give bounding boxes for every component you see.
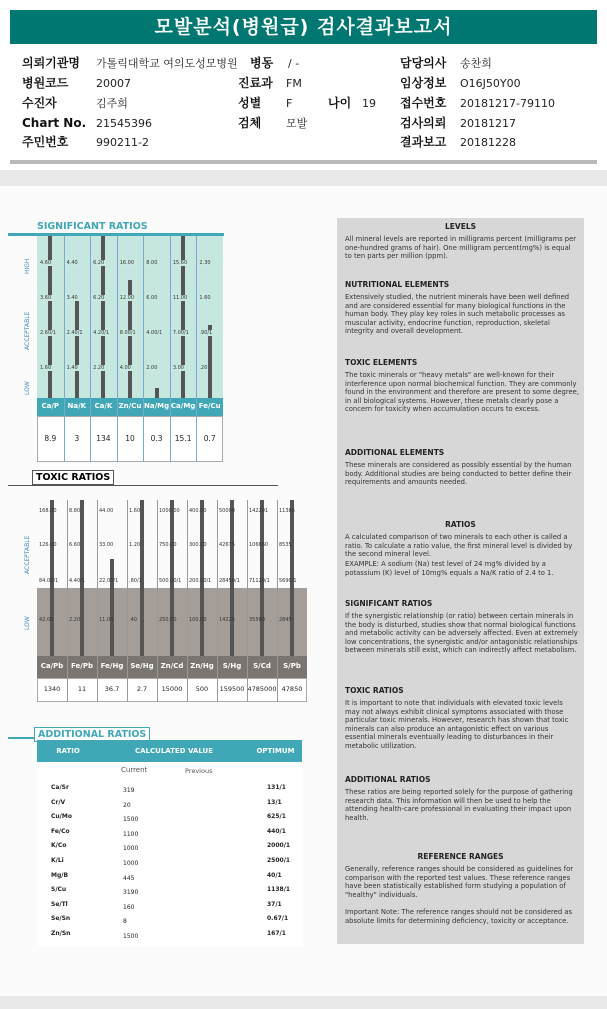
tox-ratios-heading: TOXIC RATIOS	[345, 686, 404, 695]
additional-elements-text: These minerals are considered as possibly essential by the human body. Additional studies are being conducted to better define their requirements and amounts needed.	[345, 461, 572, 487]
sig-tick: 1.40	[66, 365, 78, 371]
tox-col-divider	[187, 500, 188, 702]
tox-tick: 500.00/1	[159, 578, 182, 584]
toxic-elements-text: The toxic minerals or "heavy metals" are well-known for their interference upon normal biochemical function. They are commonly found in the environment and therefore are present to some degree, in all biological systems. However, these metals clearly pose a concern for toxicity when accumulation occurs to excess.	[345, 371, 580, 414]
add-ratio-current: 20	[123, 801, 131, 809]
hospital-code-label: 병원코드	[22, 76, 69, 90]
add-ratio-name: Ca/Sr	[51, 784, 69, 791]
tox-col-divider	[157, 500, 158, 702]
sig-tick: .90/1	[199, 330, 213, 336]
ref-note: Important Note: The reference ranges should not be considered as absolute limits for determining deficiency, toxicity or acceptance.	[345, 908, 573, 925]
sig-tick: 11.00	[172, 295, 188, 301]
receipt-label: 접수번호	[400, 96, 447, 110]
legend-panel	[337, 218, 584, 944]
patient-label: 수진자	[22, 96, 57, 110]
sig-tick: 8.00/1	[119, 330, 136, 336]
header-divider	[10, 160, 597, 164]
sig-cat-label: Ca/Mg	[170, 402, 196, 410]
tox-cat-label: Zn/Cd	[160, 662, 184, 670]
sig-bar-na-k	[75, 298, 79, 398]
doctor: 송찬희	[460, 57, 492, 70]
tox-tick: 50000	[219, 508, 235, 514]
add-ratio-name: Mg/B	[51, 871, 69, 879]
dept-label: 진료과	[238, 76, 273, 90]
tox-tick: 142201	[249, 508, 269, 514]
tox-tick: 200.00/1	[189, 578, 212, 584]
add-ratio-current: 160	[123, 903, 135, 911]
sig-tick: .20	[199, 365, 208, 371]
sig-zone-acceptable: ACCEPTABLE	[24, 311, 31, 350]
sig-tick: 2.60/1	[40, 330, 56, 336]
sig-bar-na-mg	[155, 388, 159, 398]
sig-value: 8.9	[44, 434, 57, 443]
tox-tick: 2.20	[69, 617, 81, 623]
add-ratio-opt: 440/1	[267, 827, 286, 835]
request-date: 20181217	[460, 117, 516, 130]
col-opt: OPTIMUM	[249, 740, 302, 762]
sig-cat-label: Ca/P	[41, 402, 60, 410]
sig-tick: 3.00	[172, 365, 184, 371]
tox-tick: 28450/1	[219, 578, 240, 584]
ratios-text: A calculated comparison of two minerals to each other is called a ratio. To calculate a ratio value, the first mineral level is divided by the second mineral level.	[345, 533, 573, 559]
significant-heading: SIGNIFICANT RATIOS	[34, 220, 151, 233]
age: 19	[362, 97, 376, 110]
tox-tick: 5690/1	[279, 578, 297, 584]
report-title: 모발분석(병원급) 검사결과보고서	[10, 10, 597, 44]
tox-tick: 33.00	[99, 542, 114, 548]
tox-tick: 126.00	[39, 542, 57, 548]
sig-col-divider	[64, 236, 65, 462]
clinical-label: 임상정보	[400, 76, 447, 90]
col-calc: CALCULATED VALUE	[99, 740, 249, 762]
report-date: 20181228	[460, 136, 516, 149]
add-ratio-name: S/Cu	[51, 886, 67, 894]
sig-tick: 6.00	[146, 295, 158, 301]
sig-cat-label: Fe/Cu	[198, 402, 221, 410]
requesting-org-label: 의뢰기관명	[22, 56, 80, 70]
ref-heading: REFERENCE RANGES	[417, 852, 504, 861]
tox-tick: 250.00	[159, 617, 177, 623]
col-current: Current	[121, 766, 148, 774]
sig-tick: 4.20/1	[93, 330, 110, 336]
tox-tick: 44.00	[99, 508, 114, 514]
header-row-5	[0, 133, 607, 152]
sig-tick: 2.30	[199, 260, 211, 266]
add-ratio-name: Se/Sn	[51, 915, 71, 923]
tox-cat-label: S/Pb	[283, 662, 301, 670]
sig-col-divider	[143, 236, 144, 462]
sig-tick: 12.00	[119, 295, 135, 301]
tox-tick: 4.40/1	[69, 578, 85, 584]
tox-tick: 400.00	[189, 508, 207, 514]
add-ratio-name: Cu/Mo	[51, 813, 72, 821]
specimen: 모발	[286, 117, 308, 130]
add-ratio-opt: 1138/1	[267, 886, 291, 894]
tox-cat-label: S/Cd	[253, 662, 271, 670]
specimen-label: 검체	[238, 116, 262, 130]
tox-tick: 1.20	[129, 542, 141, 548]
doctor-label: 담당의사	[400, 56, 447, 70]
sig-tick: 6.20	[93, 260, 105, 266]
sig-tick: 15.60	[172, 260, 188, 266]
tox-tick: 42675	[219, 542, 235, 548]
add-ratio-name: Se/Tl	[51, 900, 68, 908]
tox-value: 159500	[219, 685, 245, 693]
sig-tick: 4.60	[40, 260, 52, 266]
tox-tick: 750.00	[159, 542, 177, 548]
tox-cat-label: Fe/Pb	[71, 662, 93, 670]
add-ratio-opt: 0.67/1	[267, 915, 289, 923]
tox-cat-label: Ca/Pb	[40, 662, 64, 670]
sig-col-divider	[196, 236, 197, 462]
add-ratio-current: 1000	[123, 860, 139, 867]
add-ratio-name: K/Li	[51, 857, 64, 864]
add-ratios-heading: ADDITIONAL RATIOS	[345, 775, 431, 784]
tox-tick: 100.00	[189, 617, 207, 623]
tox-value: 500	[195, 685, 209, 693]
add-ratio-current: 3190	[123, 889, 139, 897]
sig-col-divider	[117, 236, 118, 462]
receipt: 20181217-79110	[460, 97, 555, 110]
tox-tick: 35560	[249, 617, 265, 623]
tox-tick: 14225	[219, 617, 235, 623]
sig-tick: 2.20	[93, 365, 105, 371]
tox-tick: 1000.00	[159, 508, 180, 514]
sig-tick: 2.40/1	[66, 330, 83, 336]
tox-tick: 11.00	[99, 617, 114, 623]
sig-cat-label: Zn/Cu	[118, 402, 142, 410]
sig-cat-label: Ca/K	[94, 402, 113, 410]
sig-tick: 3.60	[40, 295, 52, 301]
add-ratio-current: 1500	[123, 816, 139, 824]
ratios-example: EXAMPLE: A sodium (Na) test level of 24 mg% divided by a potassium (K) level of 10mg% equals a Na/K ratio of 2.4 to 1.	[345, 560, 554, 577]
request-date-label: 검사의뢰	[400, 116, 447, 130]
sig-value: 10	[125, 434, 135, 443]
add-ratio-current: 8	[123, 918, 127, 926]
ref-text: Generally, reference ranges should be considered as guidelines for comparison with the reported test values. These reference ranges have been statistically established form studying a population of "healthy" individuals.	[345, 865, 574, 899]
tox-value: 4785000	[247, 685, 277, 693]
id-label: 주민번호	[22, 135, 69, 149]
clinical: O16J50Y00	[460, 77, 521, 90]
header-row-4	[0, 114, 607, 133]
sex-label: 성별	[238, 96, 262, 110]
add-ratio-opt: 167/1	[267, 930, 286, 937]
tox-value: 1340	[43, 685, 61, 693]
chart-label: Chart No.	[22, 116, 87, 130]
tox-value: 36.7	[104, 685, 120, 693]
tox-tick: 6.60	[69, 542, 81, 548]
add-ratio-current: 1000	[123, 845, 139, 853]
tox-value: 15000	[161, 685, 183, 693]
sig-tick: 4.40	[66, 260, 78, 266]
ward: / -	[288, 57, 300, 70]
toxic-elements-heading: TOXIC ELEMENTS	[345, 358, 418, 367]
sig-value: 0.3	[150, 434, 163, 443]
add-ratio-name: Fe/Co	[51, 827, 70, 835]
sig-tick: 16.00	[119, 260, 135, 266]
tox-tick: 300.00	[189, 542, 207, 548]
tox-value: 2.7	[136, 685, 148, 693]
header-row-2	[0, 74, 607, 93]
tox-tick: 106660	[249, 542, 269, 548]
id-number: 990211-2	[96, 136, 149, 149]
dept: FM	[286, 77, 302, 90]
ratios-heading: RATIOS	[445, 520, 476, 529]
toxic-chart	[37, 500, 307, 702]
tox-tick: 8535	[279, 542, 292, 548]
add-ratio-current: 1500	[123, 933, 139, 940]
levels-text: All mineral levels are reported in milligrams percent (milligrams per one-hundred grams of hair). One milligram percent(mg%) is equal to ten parts per million (ppm).	[345, 235, 577, 261]
tox-tick: 84.00/1	[39, 578, 59, 584]
sig-tick: 6.20	[93, 295, 105, 301]
additional-elements-heading: ADDITIONAL ELEMENTS	[345, 448, 445, 457]
tox-col-divider	[277, 500, 278, 702]
nutri-heading: NUTRITIONAL ELEMENTS	[345, 280, 450, 289]
tox-cat-label: Se/Hg	[130, 662, 154, 670]
tox-tick: 1.60	[129, 508, 141, 514]
sig-col-divider	[170, 236, 171, 462]
sig-tick: 4.00/1	[146, 330, 163, 336]
tox-tick: .80/1	[129, 578, 142, 584]
sig-tick: 4.00	[119, 365, 131, 371]
add-ratio-name: K/Co	[51, 842, 67, 850]
header-row-3	[0, 94, 607, 113]
tox-cat-label: Fe/Hg	[100, 662, 124, 670]
add-ratio-opt: 625/1	[267, 813, 286, 821]
tox-tick: 168.00	[39, 508, 57, 514]
tox-zone-acceptable: ACCEPTABLE	[24, 535, 31, 574]
tox-col-divider	[97, 500, 98, 702]
add-ratio-opt: 13/1	[267, 798, 282, 806]
add-ratio-opt: 2500/1	[267, 857, 291, 864]
additional-table	[37, 740, 302, 946]
tox-col-divider	[217, 500, 218, 702]
sig-tick: 3.40	[66, 295, 78, 301]
sig-cat-label: Na/Mg	[144, 402, 170, 410]
sig-tick: 1.60	[199, 295, 211, 301]
tox-value: 47850	[281, 685, 303, 693]
age-label: 나이	[328, 96, 352, 110]
tox-col-divider	[127, 500, 128, 702]
sig-value: 15.1	[174, 434, 192, 443]
tox-tick: 11385	[279, 508, 295, 514]
sig-ratios-text: If the synergistic relationship (or ratio) between certain minerals in the body is disturbed, studies show that normal biological functions and metabolic activity can be adversely affected. Even at extremely low concentrations, the synergistic and/or antagonistic relationships between minerals still exist, which can indirectly affect metabolism.	[345, 612, 578, 655]
add-ratio-name: Cr/V	[51, 798, 66, 806]
sig-value: 3	[74, 434, 80, 443]
ward-label: 병동	[250, 56, 274, 70]
sig-zone-low: LOW	[24, 381, 31, 395]
add-ratio-opt: 37/1	[267, 900, 282, 908]
hospital-code: 20007	[96, 77, 131, 90]
col-ratio: RATIO	[37, 740, 99, 762]
tox-ratios-text: It is important to note that individuals with elevated toxic levels may not always exhibit clinical symptoms associated with those particular toxic minerals. However, research has shown that toxic minerals can also produce an antagonistic effect on various essential minerals eventually leading to disturbances in their metabolic utilization.	[345, 699, 569, 750]
tox-bar-fe-hg	[110, 559, 114, 656]
header-row-1	[0, 54, 607, 73]
tox-tick: 71120/1	[249, 578, 270, 584]
tox-cat-label: S/Hg	[222, 662, 242, 670]
add-ratio-opt: 2000/1	[267, 842, 291, 850]
tox-cat-label: Zn/Hg	[190, 662, 214, 670]
report-header	[0, 0, 607, 170]
nutri-text: Extensively studied, the nutrient minerals have been well defined and are considered essential for many biological functions in the human body. They play key roles in such metabolic processes as muscular activity, endocrine function, reproduction, skeletal integrity and overall development.	[345, 293, 570, 336]
sig-cat-label: Na/K	[67, 402, 87, 410]
additional-heading: ADDITIONAL RATIOS	[34, 727, 150, 742]
chart-number: 21545396	[96, 117, 152, 130]
tox-tick: .40	[129, 617, 137, 623]
report-date-label: 결과보고	[400, 135, 447, 149]
tox-tick: 22.00/1	[99, 578, 119, 584]
patient: 김주희	[96, 97, 128, 110]
add-ratio-current: 1100	[123, 830, 139, 838]
tox-tick: 8.80	[69, 508, 81, 514]
sig-value: 134	[96, 434, 111, 443]
add-ratios-text: These ratios are being reported solely for the purpose of gathering research data. This information will then be used to help the attending health-care professional in evaluating their impact upon health.	[345, 788, 573, 822]
sig-tick: 8.00	[146, 260, 158, 266]
tox-col-divider	[247, 500, 248, 702]
add-ratio-current: 445	[123, 874, 135, 882]
col-previous: Previous	[185, 767, 213, 775]
requesting-org: 가톨릭대학교 여의도성모병원	[96, 57, 238, 70]
tox-value: 11	[77, 685, 87, 693]
add-ratio-name: Zn/Sn	[51, 930, 71, 937]
tox-tick: 2845	[279, 617, 292, 623]
levels-heading: LEVELS	[444, 222, 476, 231]
tox-col-divider	[67, 500, 68, 702]
sig-tick: 2.00	[146, 365, 158, 371]
sex: F	[286, 97, 293, 110]
sig-col-divider	[90, 236, 91, 462]
sig-tick: 1.60	[40, 365, 52, 371]
sig-value: 0.7	[203, 434, 216, 443]
toxic-heading: TOXIC RATIOS	[32, 470, 114, 485]
tox-tick: 42.00	[39, 617, 54, 623]
sig-zone-high: HIGH	[24, 258, 31, 274]
tox-zone-low: LOW	[24, 616, 31, 630]
add-ratio-opt: 131/1	[267, 784, 286, 791]
add-ratio-current: 319	[123, 787, 135, 794]
sig-ratios-heading: SIGNIFICANT RATIOS	[345, 599, 433, 608]
add-ratio-opt: 40/1	[267, 871, 282, 879]
significant-chart	[37, 236, 223, 462]
sig-tick: 7.00/1	[172, 330, 189, 336]
